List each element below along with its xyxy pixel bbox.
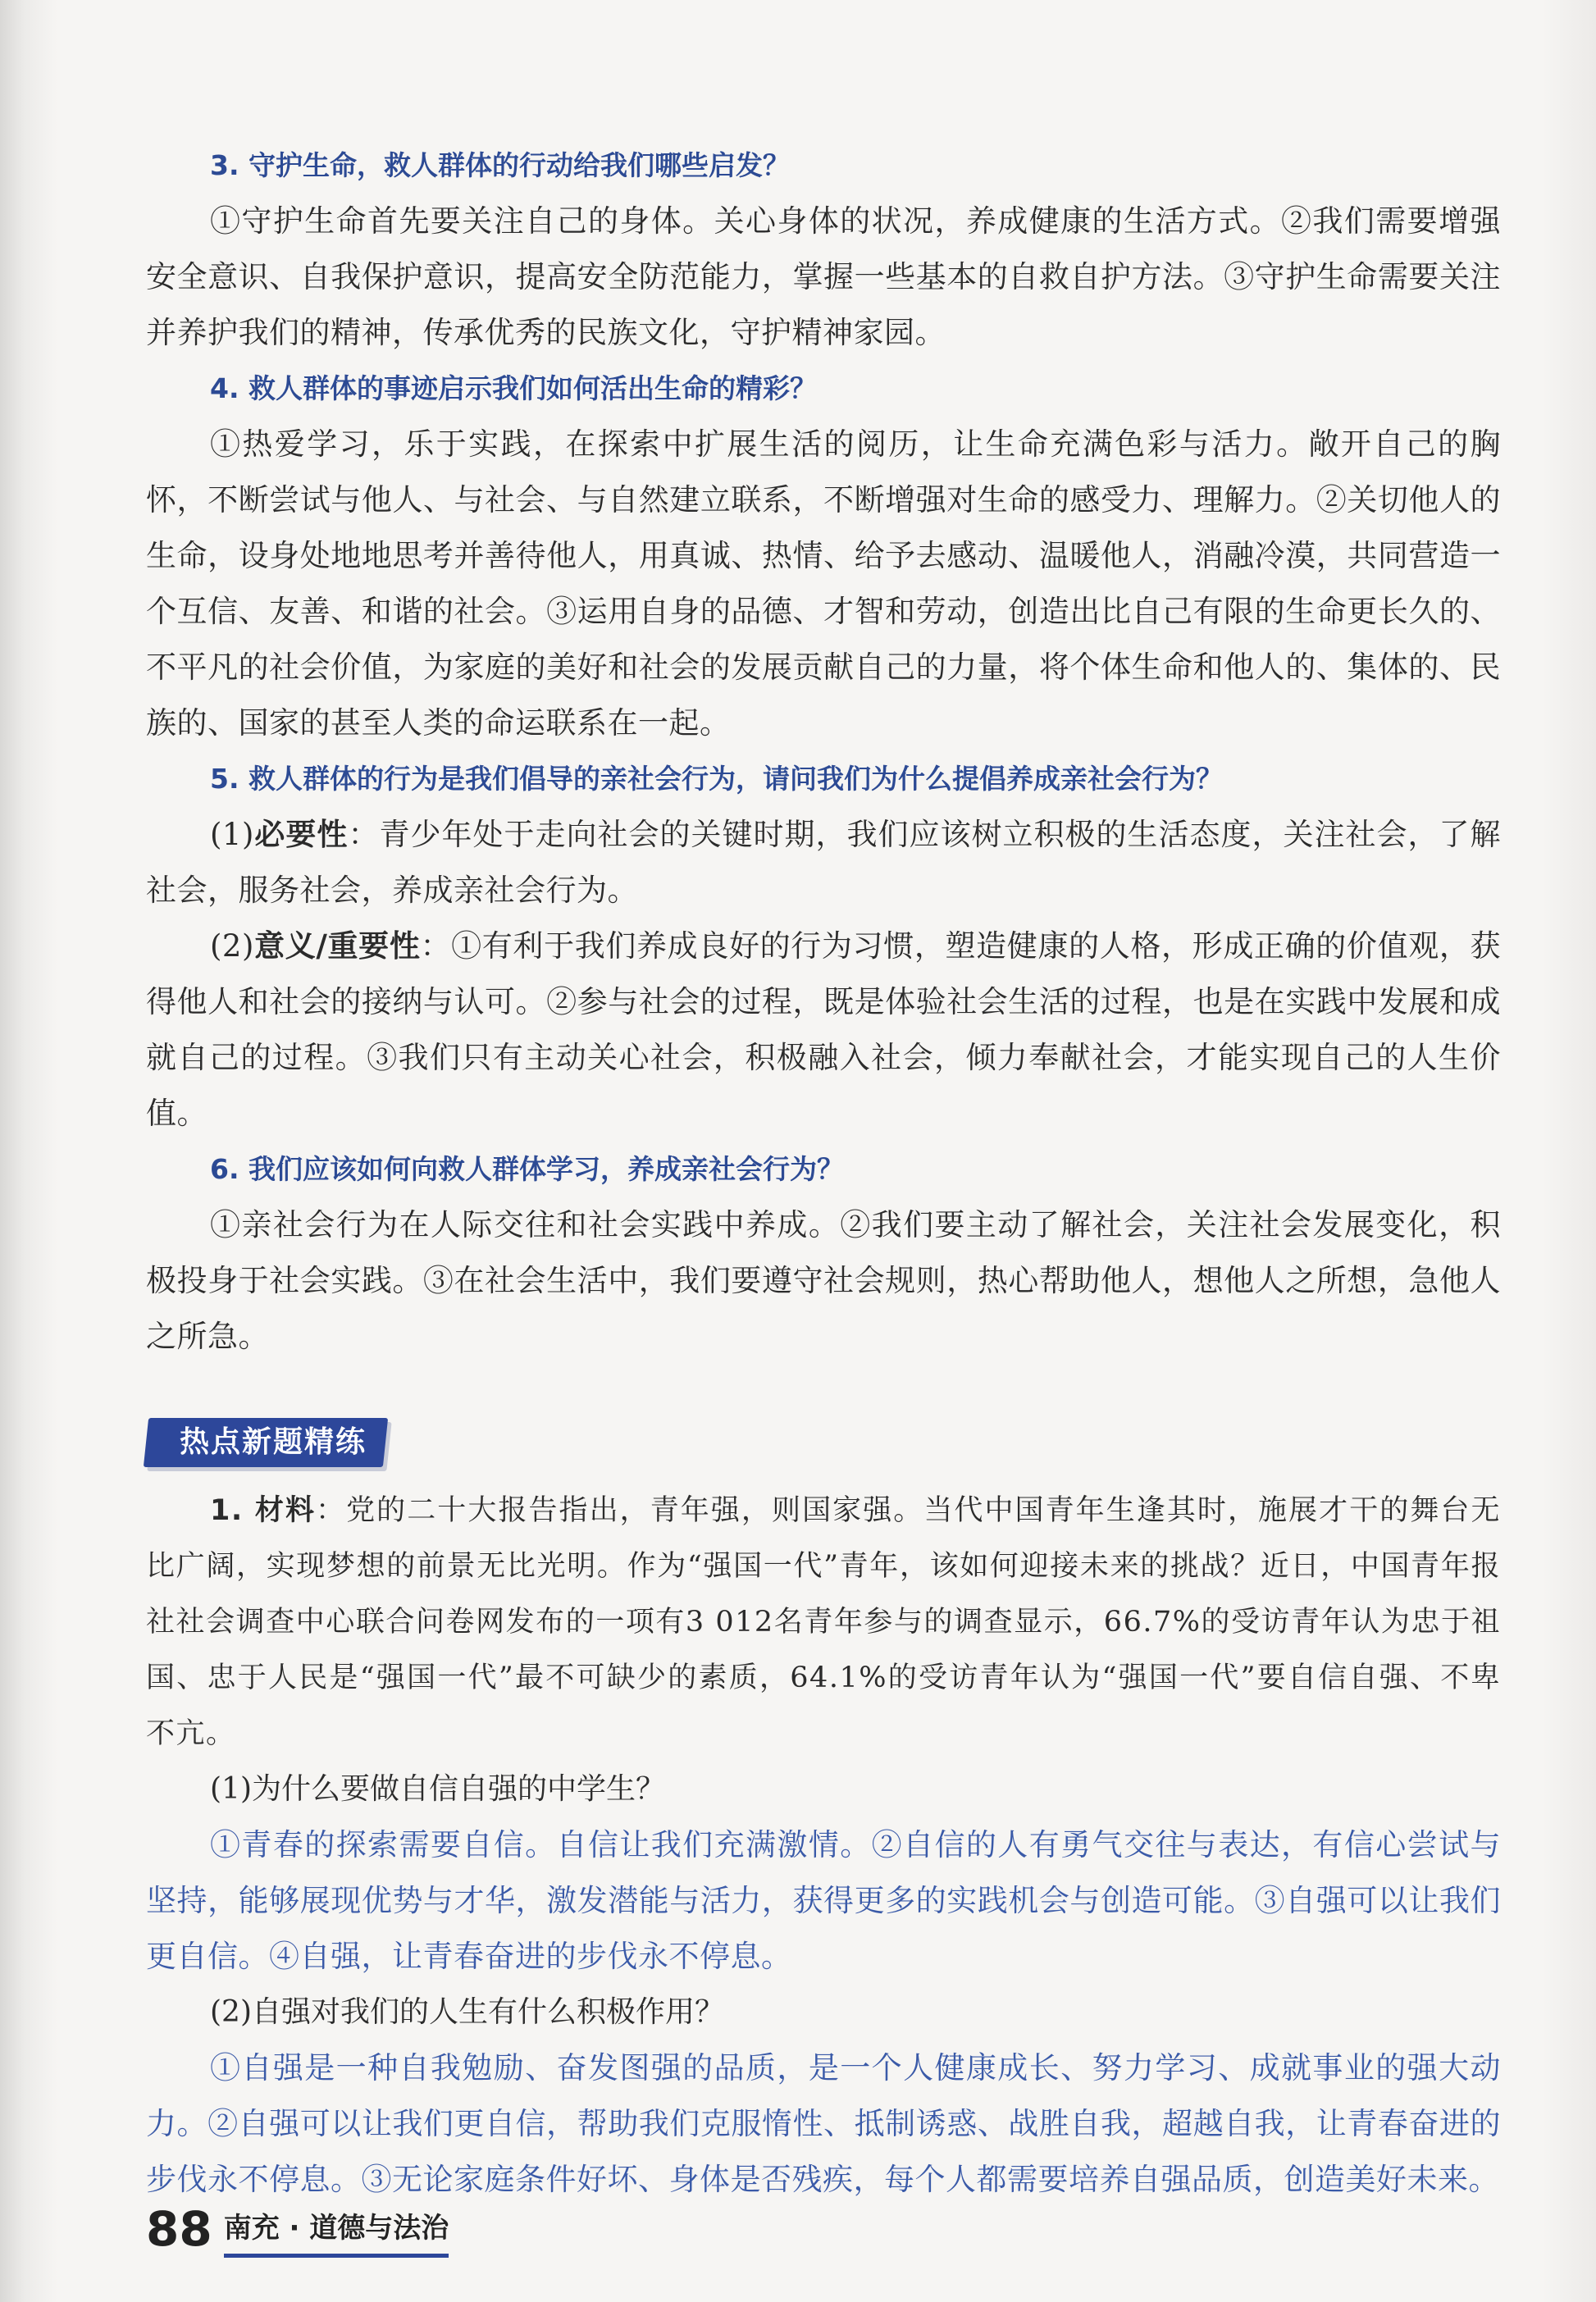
question-heading-6: 6. 我们应该如何向救人群体学习，养成亲社会行为？ <box>210 1153 844 1185</box>
section-tag-label: 热点新题精练 <box>179 1425 367 1459</box>
page-number: 88 <box>146 2201 212 2257</box>
item-text: ：①有利于我们养成良好的行为习惯，塑造健康的人格，形成正确的价值观，获得他人和社会的接纳与认可。②参与社会的过程，既是体验社会生活的过程，也是在实践中发展和成就自己的过程。③我们只有主动关心社会，积极融入社会，倾力奉献社会，才能实现自己的人生价值。 <box>146 928 1502 1131</box>
item-label: 意义/重要性 <box>253 928 421 964</box>
item-prefix: (1) <box>210 817 254 852</box>
answer-paragraph-4: ①热爱学习，乐于实践，在探索中扩展生活的阅历，让生命充满色彩与活力。敞开自己的胸怀，不断尝试与他人、与社会、与自然建立联系，不断增强对生命的感受力、理解力。②关切他人的生命，设身处地地思考并善待他人，用真诚、热情、给予去感动、温暖他人，消融冷漠，共同营造一个互信、友善、和谐的社会。③运用自身的品德、才智和劳动，创造出比自己有限的生命更长久的、不平凡的社会价值，为家庭的美好和社会的发展贡献自己的力量，将个体生命和他人的、集体的、民族的、国家的甚至人类的命运联系在一起。 <box>146 426 1501 741</box>
sub-question-1: (1)为什么要做自信自强的中学生？ <box>210 1772 665 1806</box>
sub-answer-1: ①青春的探索需要自信。自信让我们充满激情。②自信的人有勇气交往与表达，有信心尝试与坚持，能够展现优势与才华，激发潜能与活力，获得更多的实践机会与创造可能。③自强可以让我们更自信。④自强，让青春奋进的步伐永不停息。 <box>146 1827 1501 1974</box>
answer-paragraph-5-necessity <box>146 807 1501 919</box>
page-footer <box>146 2192 449 2258</box>
item-prefix: (2) <box>210 928 254 964</box>
material-paragraph <box>146 1483 1501 1762</box>
item-label: 必要性 <box>253 817 349 852</box>
material-text: ：党的二十大报告指出，青年强，则国家强。当代中国青年生逢其时，施展才干的舞台无比广阔，实现梦想的前景无比光明。作为“强国一代”青年，该如何迎接未来的挑战？近日，中国青年报社社会调查中心联合问卷网发布的一项有3 012名青年参与的调查显示，66.7%的受访青年认为忠于祖国、忠于人民是“强国一代”最不可缺少的素质，64.1%的受访青年认为“强国一代”要自信自强、不卑不亢。 <box>146 1494 1501 1750</box>
question-heading-5: 5. 救人群体的行为是我们倡导的亲社会行为，请问我们为什么提倡养成亲社会行为？ <box>210 763 1223 795</box>
answer-paragraph-5-significance <box>146 919 1501 1142</box>
item-text: ：青少年处于走向社会的关键时期，我们应该树立积极的生活态度，关注社会，了解社会，服务社会，养成亲社会行为。 <box>146 817 1502 908</box>
answer-paragraph-3: ①守护生命首先要关注自己的身体。关心身体的状况，养成健康的生活方式。②我们需要增强安全意识、自我保护意识，提高安全防范能力，掌握一些基本的自救自护方法。③守护生命需要关注并养护我们的精神，传承优秀的民族文化，守护精神家园。 <box>146 203 1501 350</box>
hot-topic-exercises <box>146 1483 1501 2208</box>
question-heading-4: 4. 救人群体的事迹启示我们如何活出生命的精彩？ <box>210 372 817 404</box>
sub-answer-2: ①自强是一种自我勉励、奋发图强的品质，是一个人健康成长、努力学习、成就事业的强大动力。②自强可以让我们更自信，帮助我们克服惰性、抵制诱惑、战胜自我，超越自我，让青春奋进的步伐永不停息。③无论家庭条件好坏、身体是否残疾，每个人都需要培养自强品质，创造美好未来。 <box>146 2050 1501 2197</box>
material-label: 1. 材料 <box>210 1494 317 1527</box>
question-heading-3: 3. 守护生命，救人群体的行动给我们哪些启发？ <box>210 149 790 181</box>
footer-subject: 南充 · 道德与法治 <box>224 2204 449 2258</box>
qa-section <box>146 138 1501 1365</box>
answer-paragraph-6: ①亲社会行为在人际交往和社会实践中养成。②我们要主动了解社会，关注社会发展变化，积极投身于社会实践。③在社会生活中，我们要遵守社会规则，热心帮助他人，想他人之所想，急他人之所急。 <box>146 1207 1501 1354</box>
sub-question-2: (2)自强对我们的人生有什么积极作用？ <box>210 1995 724 2029</box>
